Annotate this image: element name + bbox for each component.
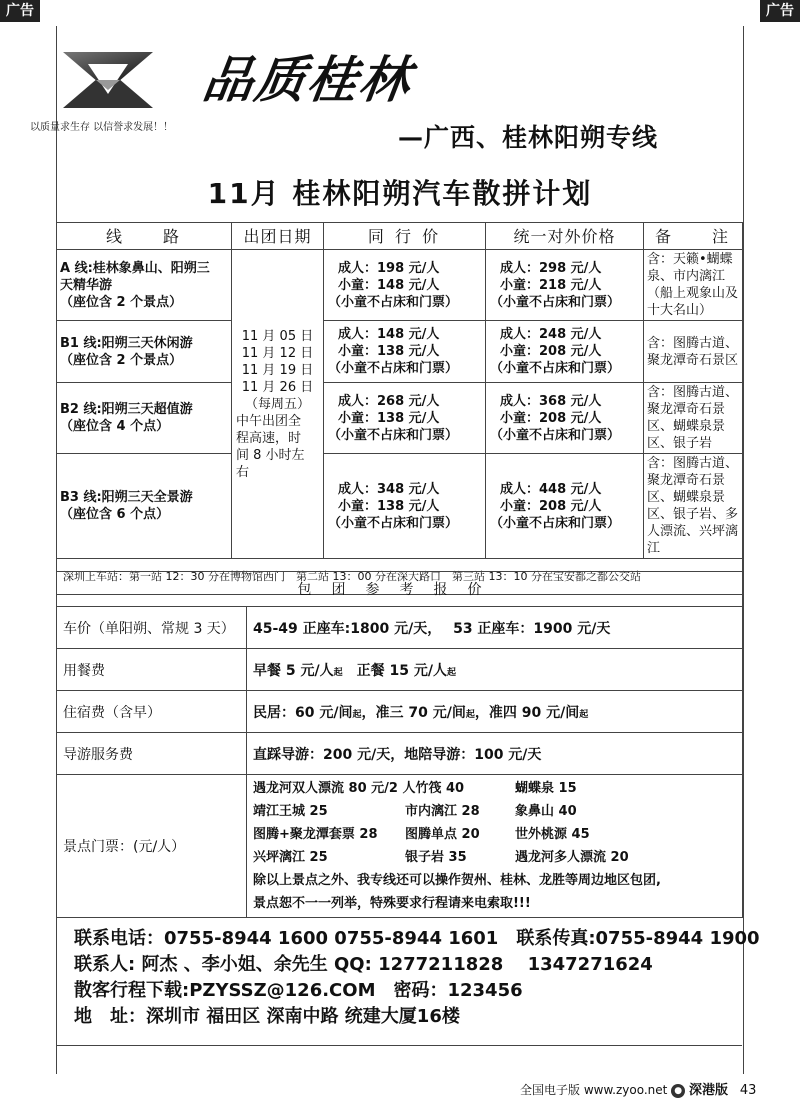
ad-label-left: 广告 [0,0,40,22]
value-suffix: 起 [333,667,343,678]
charter-price-table [56,571,743,918]
price-line: （小童不占床和门票） [490,361,621,376]
edition-icon: ● [671,1084,685,1098]
note-cell: 含：天籁•蝴蝶泉、市内漓江（船上观象山及十大名山） [644,250,743,321]
price-line: 小童：148 元/人 [338,277,440,293]
contact-person: 联系人: 阿杰 、李小姐、余先生 QQ: 1277211828 1347271624 [74,954,653,975]
ticket-item: 靖江王城 25 [253,804,328,819]
price-line: （小童不占床和门票） [328,427,459,443]
table-row [57,691,743,733]
value-part: 民居：60 元/间 [253,704,353,721]
table-row [57,649,743,691]
charter-label: 用餐费 [57,649,247,691]
peer-price-cell [324,250,486,321]
retail-price-cell [486,383,644,454]
table-row [57,321,743,383]
note-cell: 含：图腾古道、聚龙潭奇石景区、蝴蝶泉景区、银子岩、多人漂流、兴坪漓江 [644,454,743,559]
price-line: 成人：148 元/人 [338,327,440,342]
charter-value [247,649,743,691]
pickup-stations: 深圳上车站：第一站 12：30 分在博物馆西门 第二站 13：00 分在深大路口 第三站 13：10 分在宝安都之都公交站 [57,559,743,595]
value-suffix: 起 [352,709,362,720]
charter-value: 直踩导游：200 元/天，地陪导游：100 元/天 [247,733,743,775]
ticket-line [253,846,736,869]
charter-label: 车价（单阳朔、常规 3 天） [57,607,247,649]
value-part: ，准三 70 元/间 [361,704,466,721]
route-cell [57,383,232,454]
date-line: 11 月 05 日 [241,328,314,344]
date-line: 间 8 小时左 [236,447,305,463]
slogan: 以质量求生存 以信誉求发展！！ [30,122,174,133]
header-retail-price: 统一对外价格 [486,223,644,250]
price-line: 小童：208 元/人 [500,344,602,359]
bottom-divider [56,1045,742,1046]
charter-value [247,691,743,733]
charter-label: 导游服务费 [57,733,247,775]
ticket-line [253,823,736,846]
route-line: B2 线:阳朔三天超值游 [60,402,193,417]
charter-title: 包团参考报价 [57,572,743,607]
ticket-item: 兴坪漓江 25 [253,850,328,865]
route-line: 天精华游 [60,277,113,293]
date-line: 11 月 19 日 [241,362,314,378]
price-line: 小童：138 元/人 [338,344,440,359]
ticket-line [253,777,736,800]
price-line: （小童不占床和门票） [490,294,621,310]
table-row [57,775,743,918]
value-suffix: 起 [465,709,475,720]
route-line: B3 线:阳朔三天全景游 [60,490,193,505]
ticket-remark: 景点恕不一一列举，特殊要求行程请来电索取!!! [253,896,531,911]
contact-download: 散客行程下载:PZYSSZ@126.COM 密码：123456 [74,980,523,1001]
price-line: 成人：368 元/人 [500,393,602,409]
value-suffix: 起 [579,709,589,720]
price-line: （小童不占床和门票） [490,427,621,443]
ticket-item: 象鼻山 40 [515,804,577,819]
route-line: A 线:桂林象鼻山、阳朔三 [60,260,210,276]
price-line: 成人：348 元/人 [338,481,440,497]
brand-subtitle: —广西、桂林阳朔专线 [398,123,659,152]
ticket-item: 世外桃源 45 [515,827,590,842]
date-cell [232,250,324,559]
ticket-item: 银子岩 35 [405,850,467,865]
ticket-item: 图腾+聚龙潭套票 28 [253,827,378,842]
note-cell: 含：图腾古道、聚龙潭奇石景区 [644,321,743,383]
value-part: ，准四 90 元/间 [474,704,580,721]
charter-label: 景点门票：(元/人） [57,775,247,918]
header-note: 备 注 [644,223,743,250]
page-title: 11月 桂林阳朔汽车散拼计划 [207,177,593,210]
ticket-item: 蝴蝶泉 15 [515,781,577,796]
value-part: 正餐 15 元/人 [342,662,447,679]
value-suffix: 起 [446,667,456,678]
ad-label-right: 广告 [760,0,800,22]
price-line: （小童不占床和门票） [490,515,621,531]
table-row [57,607,743,649]
price-line: 成人：448 元/人 [500,481,602,497]
contact-address: 地 址：深圳市 福田区 深南中路 统建大厦16楼 [74,1006,460,1027]
value-part: 早餐 5 元/人 [253,662,334,679]
price-line: 成人：248 元/人 [500,327,602,342]
charter-value: 45-49 正座车:1800 元/天， 53 正座车：1900 元/天 [247,607,743,649]
date-line: 11 月 12 日 [241,345,314,361]
ticket-item: 遇龙河双人漂流 80 元/2 人竹筏 40 [253,781,465,796]
price-line: 成人：268 元/人 [338,393,440,409]
charter-label: 住宿费（含早） [57,691,247,733]
route-line: （座位含 2 个景点） [60,352,183,368]
route-cell [57,454,232,559]
date-line: （每周五） [244,396,310,412]
header-route: 线 路 [57,223,232,250]
ticket-list [247,775,743,918]
route-cell [57,250,232,321]
route-line: （座位含 2 个景点） [60,294,183,310]
brand-logo-icon [58,44,158,116]
ticket-line [253,800,736,823]
peer-price-cell [324,321,486,383]
price-line: （小童不占床和门票） [328,361,459,376]
date-line: 11 月 26 日 [241,379,314,395]
brand-title: 品质桂林 [199,51,416,109]
table-row [57,733,743,775]
header-date: 出团日期 [232,223,324,250]
footer-site: 全国电子版 www.zyoo.net [520,1083,668,1097]
price-line: 成人：298 元/人 [500,260,602,276]
retail-price-cell [486,321,644,383]
table-row [57,454,743,559]
retail-price-cell [486,454,644,559]
price-line: 小童：208 元/人 [500,498,602,514]
page-number: 43 [739,1083,757,1098]
price-line: 小童：218 元/人 [500,277,602,293]
route-line: （座位含 6 个点） [60,507,170,522]
tour-plan-table [56,222,743,595]
price-line: （小童不占床和门票） [328,294,459,310]
header-peer-price: 同 行 价 [324,223,486,250]
table-row [57,383,743,454]
ticket-item: 市内漓江 28 [405,804,480,819]
table-header-row [57,223,743,250]
price-line: 小童：138 元/人 [338,410,440,426]
ticket-item: 图腾单点 20 [405,827,480,842]
price-line: （小童不占床和门票） [328,515,459,531]
peer-price-cell [324,383,486,454]
table-row [57,250,743,321]
date-line: 右 [236,464,250,480]
peer-price-cell [324,454,486,559]
ticket-remark: 除以上景点之外、我专线还可以操作贺州、桂林、龙胜等周边地区包团, [253,873,661,888]
date-line: 中午出团全 [236,413,302,429]
route-line: （座位含 4 个点） [60,419,170,434]
contact-phone: 联系电话：0755-8944 1600 0755-8944 1601 联系传真:0755-8944 1900 [74,928,760,949]
date-line: 程高速，时 [236,430,302,446]
note-cell: 含：图腾古道、聚龙潭奇石景区、蝴蝶泉景区、银子岩 [644,383,743,454]
page-footer [520,1079,756,1098]
route-line: B1 线:阳朔三天休闲游 [60,335,193,351]
route-cell [57,321,232,383]
ticket-item: 遇龙河多人漂流 20 [515,850,629,865]
retail-price-cell [486,250,644,321]
price-line: 小童：208 元/人 [500,410,602,426]
price-line: 成人：198 元/人 [338,260,440,276]
footer-edition: 深港版 [689,1083,729,1098]
contact-block [74,926,760,1030]
price-line: 小童：138 元/人 [338,498,440,514]
